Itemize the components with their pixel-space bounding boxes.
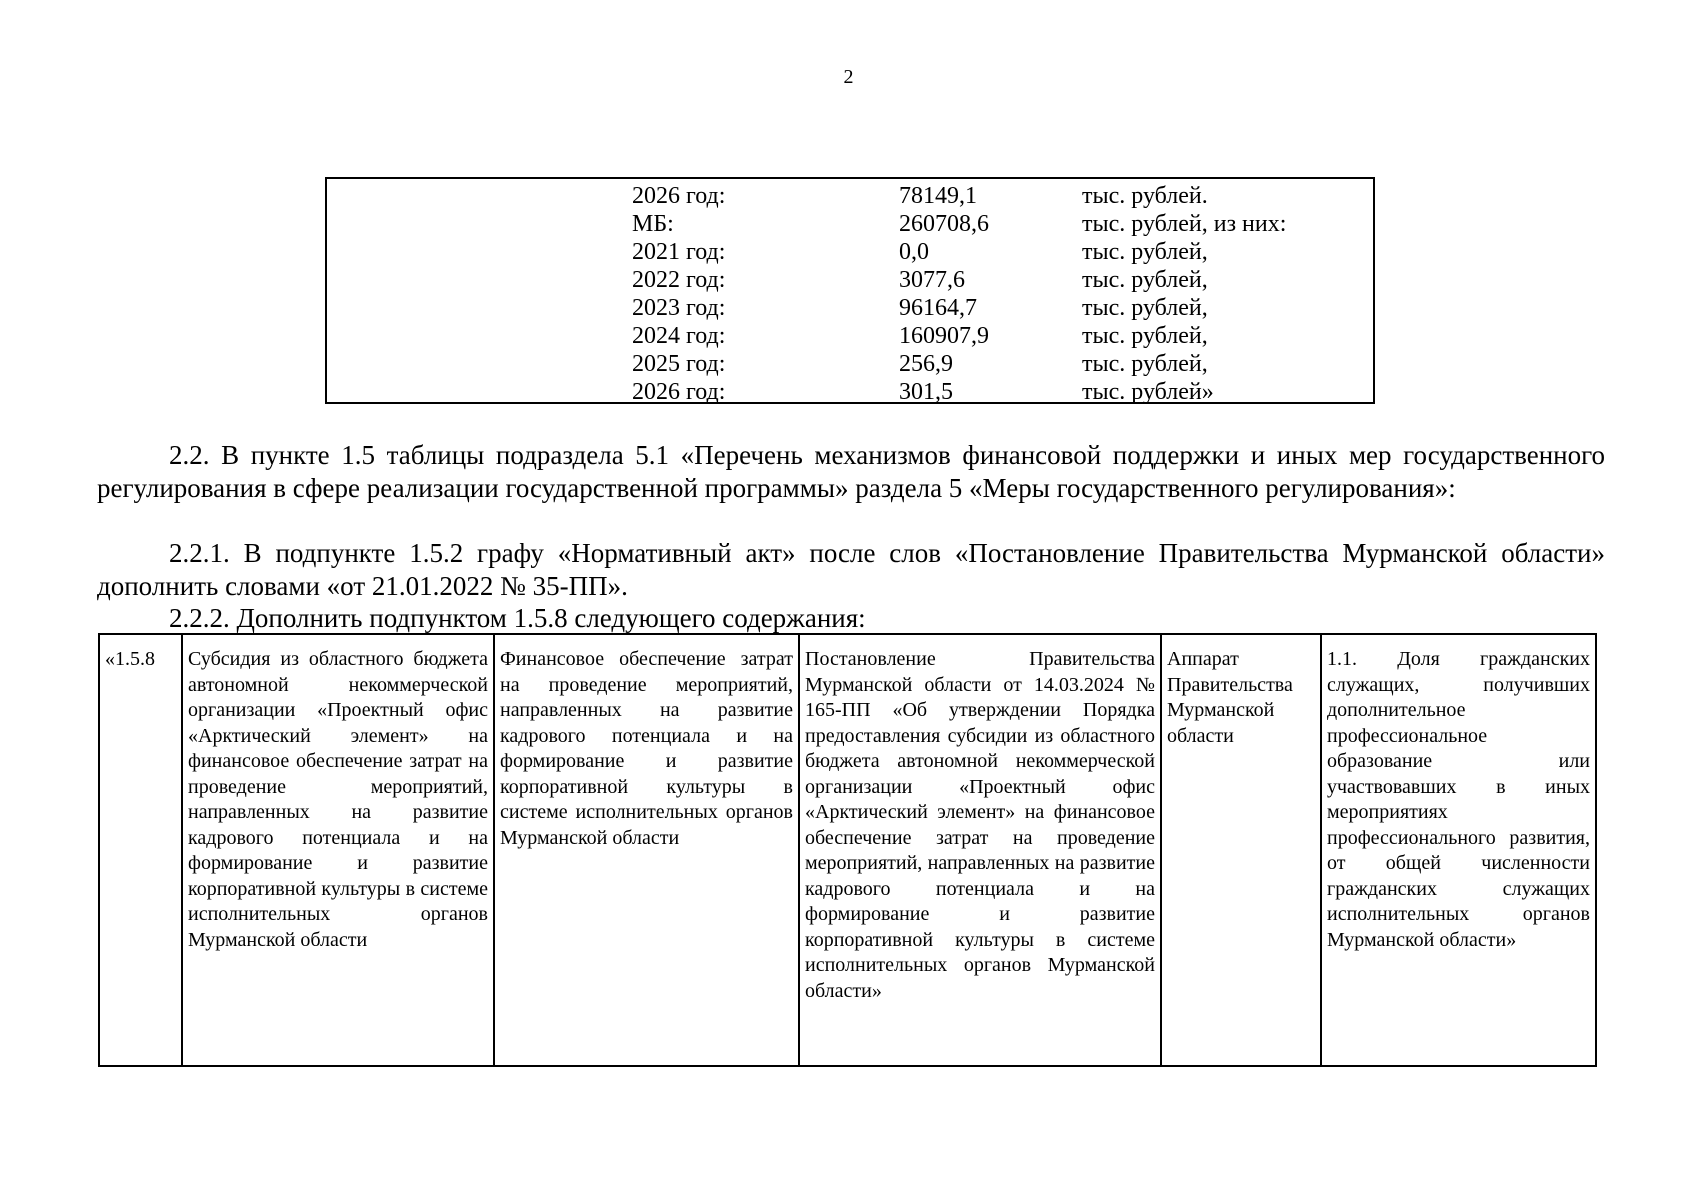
paragraph-2-2: 2.2. В пункте 1.5 таблицы подраздела 5.1 «Перечень механизмов финансовой поддержки и иных мер государственного регулирования в сфере реализации государственной программы» раздела 5 «Меры государственного регулирования»: (97, 440, 1605, 503)
budget-value: 301,5 (899, 379, 953, 405)
budget-year: 2021 год: (632, 239, 726, 265)
amendment-table (98, 633, 1597, 1067)
page-number: 2 (843, 66, 854, 88)
budget-breakdown-box (325, 177, 1375, 404)
budget-value: 3077,6 (899, 267, 965, 293)
budget-year: 2026 год: (632, 379, 726, 405)
budget-unit: тыс. рублей, из них: (1082, 211, 1287, 237)
budget-year: 2024 год: (632, 323, 726, 349)
budget-value: 78149,1 (899, 183, 977, 209)
budget-year: 2025 год: (632, 351, 726, 377)
budget-value: 256,9 (899, 351, 953, 377)
budget-unit: тыс. рублей, (1082, 323, 1208, 349)
budget-unit: тыс. рублей, (1082, 239, 1208, 265)
budget-unit: тыс. рублей, (1082, 351, 1208, 377)
cell-goal: Финансовое обеспечение затрат на проведение мероприятий, направленных на развитие кадрового потенциала и на формирование и развитие корпоративной культуры в системе исполнительных органов Мурманской области (494, 634, 799, 1066)
cell-subsidy-name: Субсидия из областного бюджета автономной некоммерческой организации «Проектный офис «Арктический элемент» на финансовое обеспечение затрат на проведение мероприятий, направленных на развитие кадрового потенциала и на формирование и развитие корпоративной культуры в системе исполнительных органов Мурманской области (182, 634, 494, 1066)
cell-normative-act: Постановление Правительства Мурманской области от 14.03.2024 № 165-ПП «Об утверждении Порядка предоставления субсидии из областного бюджета автономной некоммерческой организации «Проектный офис «Арктический элемент» на финансовое обеспечение затрат на проведение мероприятий, направленных на развитие кадрового потенциала и на формирование и развитие корпоративной культуры в системе исполнительных органов Мурманской области» (799, 634, 1161, 1066)
budget-value: 0,0 (899, 239, 929, 265)
budget-unit: тыс. рублей. (1082, 183, 1208, 209)
table-row (99, 634, 1596, 1066)
budget-value: 160907,9 (899, 323, 989, 349)
budget-year: 2022 год: (632, 267, 726, 293)
budget-value: 260708,6 (899, 211, 989, 237)
cell-item-number: «1.5.8 (99, 634, 182, 1066)
budget-unit: тыс. рублей» (1082, 379, 1214, 405)
budget-unit: тыс. рублей, (1082, 295, 1208, 321)
paragraph-2-2-2: 2.2.2. Дополнить подпунктом 1.5.8 следующего содержания: (169, 603, 866, 633)
cell-indicator: 1.1. Доля гражданских служащих, получивших дополнительное профессиональное образование или участвовавших в иных мероприятиях профессионального развития, от общей численности гражданских служащих исполнительных органов Мурманской области» (1321, 634, 1596, 1066)
budget-year: 2026 год: (632, 183, 726, 209)
paragraph-2-2-1: 2.2.1. В подпункте 1.5.2 графу «Нормативный акт» после слов «Постановление Правительства Мурманской области» дополнить словами «от 21.01.2022 № 35-ПП». (97, 538, 1605, 601)
cell-responsible-body: Аппарат Правительства Мурманской области (1161, 634, 1321, 1066)
budget-year: 2023 год: (632, 295, 726, 321)
budget-unit: тыс. рублей, (1082, 267, 1208, 293)
budget-year: МБ: (632, 211, 674, 237)
budget-value: 96164,7 (899, 295, 977, 321)
